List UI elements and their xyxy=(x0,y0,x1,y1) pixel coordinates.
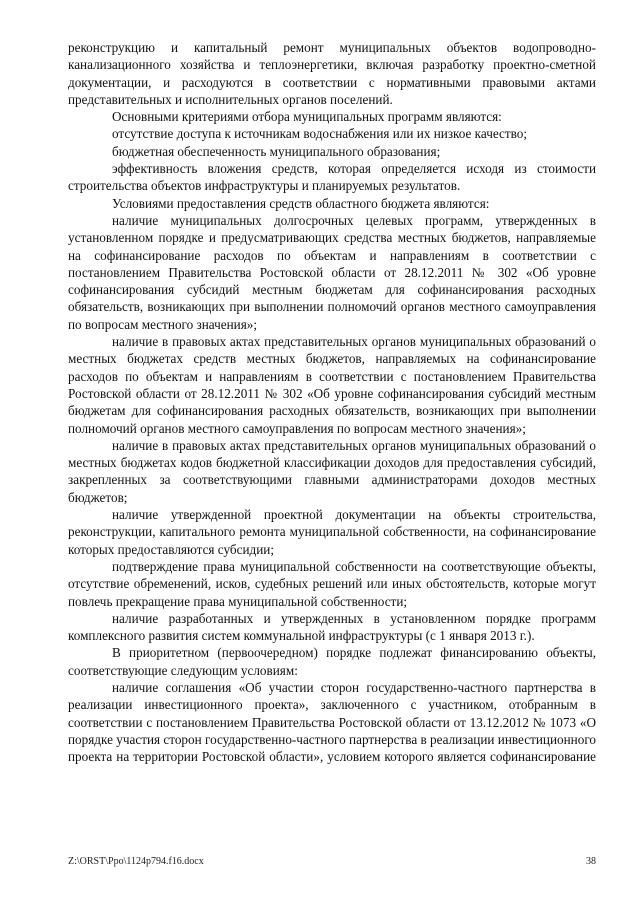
paragraph-13: В приоритетном (первоочередном) порядке подлежат финансированию объекты, соответствующие следующим условиям: xyxy=(68,645,596,678)
paragraph-6: Условиями предоставления средств областного бюджета являются: xyxy=(112,195,490,211)
paragraph-7: наличие муниципальных долгосрочных целевых программ, утвержденных в установленном порядке и предусматривающих средства местных бюджетов, направляемые на софинансирование расходов по объектам и направлениям в соответствии с постановлением Правительства Ростовской области от 28.12.2011 № 302 «Об уровне софинансирования субсидий местным бюджетам для софинансирования расходных обязательств, возникающих при выполнении полномочий органов местного самоуправления по вопросам местного значения»; xyxy=(68,212,596,332)
paragraph-2: Основными критериями отбора муниципальных программ являются: xyxy=(112,109,502,125)
paragraph-11: подтверждение права муниципальной собственности на соответствующие объекты, отсутствие обременений, исков, судебных решений или иных обстоятельств, которые могут повлечь прекращение права муниципальной собственности; xyxy=(68,558,596,609)
footer-file-path: Z:\ORST\Ppo\1124p794.f16.docx xyxy=(68,856,204,867)
paragraph-4: бюджетная обеспеченность муниципального образования; xyxy=(112,143,441,159)
paragraph-9: наличие в правовых актах представительных органов муниципальных образований о местных бюджетах кодов бюджетной классификации доходов для предоставления субсидий, закрепленных за соответствующими главными администраторами доходов местных бюджетов; xyxy=(68,437,596,505)
paragraph-10: наличие утвержденной проектной документации на объекты строительства, реконструкции, капитального ремонта муниципальной собственности, на софинансирование которых предоставляются субсидии; xyxy=(68,507,596,557)
paragraph-12: наличие разработанных и утвержденных в установленном порядке программ комплексного развития систем коммунальной инфраструктуры (с 1 января 2013 г.). xyxy=(68,610,596,644)
page-number: 38 xyxy=(586,856,596,867)
paragraph-14: наличие соглашения «Об участии сторон государственно-частного партнерства в реализации инвестиционного проекта», заключенного с участником, отобранным в соответствии с постановлением Правительства Ростовской области от 13.12.2012 № 1073 «О порядке участия сторон государственно-частного партнерства в реализации инвестиционного проекта на территории Ростовской области», условием которого является софинансирование xyxy=(68,679,596,765)
page-footer xyxy=(68,856,596,870)
paragraph-3: отсутствие доступа к источникам водоснабжения или их низкое качество; xyxy=(112,126,528,142)
document-body xyxy=(68,39,596,765)
paragraph-1: реконструкцию и капитальный ремонт муниципальных объектов водопроводно-канализационного хозяйства и теплоэнергетики, включая разработку проектно-сметной документации, и расходуются в соответствии с нормативными правовыми актами представительных и исполнительных органов поселений. xyxy=(68,40,596,107)
paragraph-5: эффективность вложения средств, которая определяется исходя из стоимости строительства объектов инфраструктуры и планируемых результатов. xyxy=(68,161,596,194)
paragraph-8: наличие в правовых актах представительных органов муниципальных образований о местных бюджетах средств местных бюджетов, направляемых на софинансирование расходов по объектам и направлениям в соответствии с постановлением Правительства Ростовской области от 28.12.2011 № 302 «Об уровне софинансирования субсидий местным бюджетам для софинансирования расходных обязательств, возникающих при выполнении полномочий органов местного самоуправления по вопросам местного значения»; xyxy=(68,334,596,436)
